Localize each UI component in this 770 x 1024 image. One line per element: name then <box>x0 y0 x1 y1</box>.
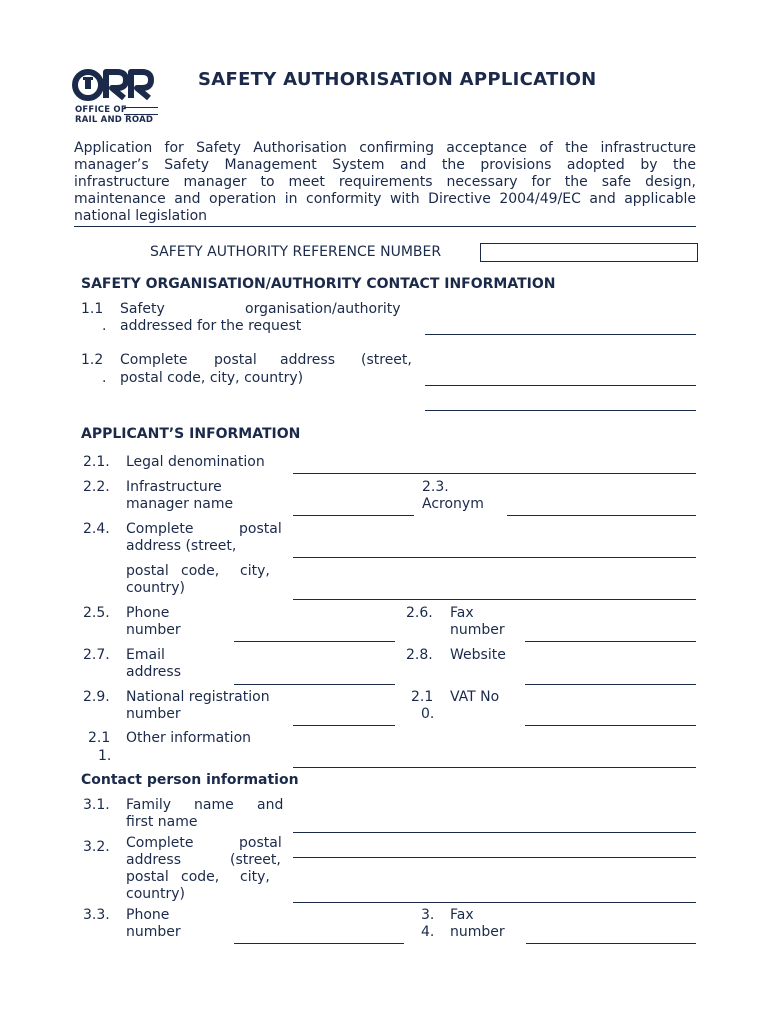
national-registration-field[interactable] <box>293 725 395 726</box>
item-2-6-number: 2.6. <box>406 605 433 621</box>
item-3-2-label-4: country) <box>126 886 186 902</box>
logo-stripes <box>124 107 158 115</box>
item-3-2-word-2: postal <box>239 835 282 851</box>
item-1-2-word-4: (street, <box>361 352 412 368</box>
item-3-3-number: 3.3. <box>83 907 110 923</box>
item-2-7-number: 2.7. <box>83 647 110 663</box>
item-2-7-label-1: Email <box>126 647 165 663</box>
item-2-4-word-1: Complete <box>126 521 194 537</box>
item-3-1-word-1: Family <box>126 797 172 813</box>
item-1-2-number-dot: . <box>102 370 107 386</box>
section2-heading: APPLICANT’S INFORMATION <box>81 426 301 442</box>
item-3-2-word-5: postal <box>126 869 169 885</box>
section3-heading: Contact person information <box>81 772 299 788</box>
contact-fax-field[interactable] <box>526 943 696 944</box>
item-2-5-label-1: Phone <box>126 605 170 621</box>
item-2-11-number-2: 1. <box>98 748 112 764</box>
item-1-2-word-1: Complete <box>120 352 188 368</box>
email-field[interactable] <box>234 684 395 685</box>
phone-field[interactable] <box>234 641 395 642</box>
item-1-1-number-dot: . <box>102 318 107 334</box>
intro-paragraph: Application for Safety Authorisation confirming acceptance of the infrastructure manager’s Safety Management System and the provisions adopted by the infrastructure manager to meet requirements necessary for the safe design, maintenance and operation in conformity with Directive 2004/49/EC and applicable national legislation <box>74 140 696 224</box>
address-field-2[interactable] <box>293 599 696 600</box>
item-1-1-field[interactable] <box>425 334 696 335</box>
item-2-2-label-1: Infrastructure <box>126 479 222 495</box>
item-1-2-label-2: postal code, city, country) <box>120 370 304 386</box>
section1-heading: SAFETY ORGANISATION/AUTHORITY CONTACT INFORMATION <box>81 276 556 292</box>
other-information-field[interactable] <box>293 767 696 768</box>
reference-number-field[interactable] <box>480 243 698 262</box>
item-1-1-label-a: Safety <box>120 301 165 317</box>
item-3-3-label-1: Phone <box>126 907 170 923</box>
item-2-4-word-2: postal <box>239 521 282 537</box>
fax-field[interactable] <box>525 641 696 642</box>
legal-denomination-field[interactable] <box>293 473 696 474</box>
item-2-2-number: 2.2. <box>83 479 110 495</box>
item-2-11-number-1: 2.1 <box>88 730 111 746</box>
item-3-4-number-2: 4. <box>421 924 435 940</box>
contact-phone-field[interactable] <box>234 943 404 944</box>
reference-label: SAFETY AUTHORITY REFERENCE NUMBER <box>150 244 442 260</box>
item-2-8-number: 2.8. <box>406 647 433 663</box>
item-3-1-word-3: and <box>257 797 284 813</box>
item-3-1-word-2: name <box>194 797 234 813</box>
item-1-1-label-b: organisation/authority <box>245 301 401 317</box>
item-2-4-number: 2.4. <box>83 521 110 537</box>
item-3-4-number-1: 3. <box>421 907 435 923</box>
logo-line-1: OFFICE OF <box>75 105 127 115</box>
item-3-1-label-2: first name <box>126 814 198 830</box>
item-1-2-field-1[interactable] <box>425 385 696 386</box>
item-2-3-number: 2.3. <box>422 479 449 495</box>
contact-address-field-1[interactable] <box>293 857 696 858</box>
item-3-2-word-1: Complete <box>126 835 194 851</box>
acronym-field[interactable] <box>507 515 696 516</box>
item-1-2-number: 1.2 <box>81 352 104 368</box>
item-3-3-label-2: number <box>126 924 181 940</box>
item-2-4-word-4: code, <box>181 563 220 579</box>
item-2-1-number: 2.1. <box>83 454 110 470</box>
item-2-8-label: Website <box>450 647 506 663</box>
page-title: SAFETY AUTHORISATION APPLICATION <box>198 69 597 90</box>
item-2-7-label-2: address <box>126 664 182 680</box>
orr-logo-mark-icon <box>72 68 160 104</box>
item-2-5-label-2: number <box>126 622 181 638</box>
item-3-2-number: 3.2. <box>83 839 110 855</box>
item-2-10-number-2: 0. <box>421 706 435 722</box>
item-2-10-number-1: 2.1 <box>411 689 434 705</box>
address-field-1[interactable] <box>293 557 696 558</box>
logo-line-2: RAIL AND ROAD <box>75 115 154 125</box>
item-1-2-field-2[interactable] <box>425 410 696 411</box>
item-3-1-number: 3.1. <box>83 797 110 813</box>
vat-field[interactable] <box>525 725 696 726</box>
item-1-1-label-2: addressed for the request <box>120 318 302 334</box>
website-field[interactable] <box>525 684 696 685</box>
item-1-2-word-2: postal <box>214 352 257 368</box>
item-1-2-word-3: address <box>280 352 336 368</box>
item-2-2-label-2: manager name <box>126 496 234 512</box>
item-3-2-word-7: city, <box>240 869 270 885</box>
item-3-2-word-4: (street, <box>230 852 281 868</box>
item-2-9-label-2: number <box>126 706 181 722</box>
item-2-5-number: 2.5. <box>83 605 110 621</box>
item-3-2-word-6: code, <box>181 869 220 885</box>
item-2-11-label: Other information <box>126 730 252 746</box>
intro-rule <box>74 226 696 227</box>
orr-logo <box>72 68 162 128</box>
contact-address-field-2[interactable] <box>293 902 696 903</box>
im-name-field[interactable] <box>293 515 414 516</box>
item-2-1-label: Legal denomination <box>126 454 265 470</box>
item-2-6-label-1: Fax <box>450 605 474 621</box>
item-2-10-label: VAT No <box>450 689 500 705</box>
item-2-4-word-5: city, <box>240 563 270 579</box>
item-2-9-label-1: National registration <box>126 689 270 705</box>
item-2-9-number: 2.9. <box>83 689 110 705</box>
item-2-4-word-3: postal <box>126 563 169 579</box>
item-3-2-word-3: address <box>126 852 182 868</box>
item-2-4-label-2: address (street, <box>126 538 237 554</box>
item-1-1-number: 1.1 <box>81 301 104 317</box>
item-3-4-label-1: Fax <box>450 907 474 923</box>
item-2-6-label-2: number <box>450 622 505 638</box>
family-name-field[interactable] <box>293 832 696 833</box>
item-3-4-label-2: number <box>450 924 505 940</box>
item-2-4-label-4: country) <box>126 580 186 596</box>
item-2-3-label: Acronym <box>422 496 484 512</box>
